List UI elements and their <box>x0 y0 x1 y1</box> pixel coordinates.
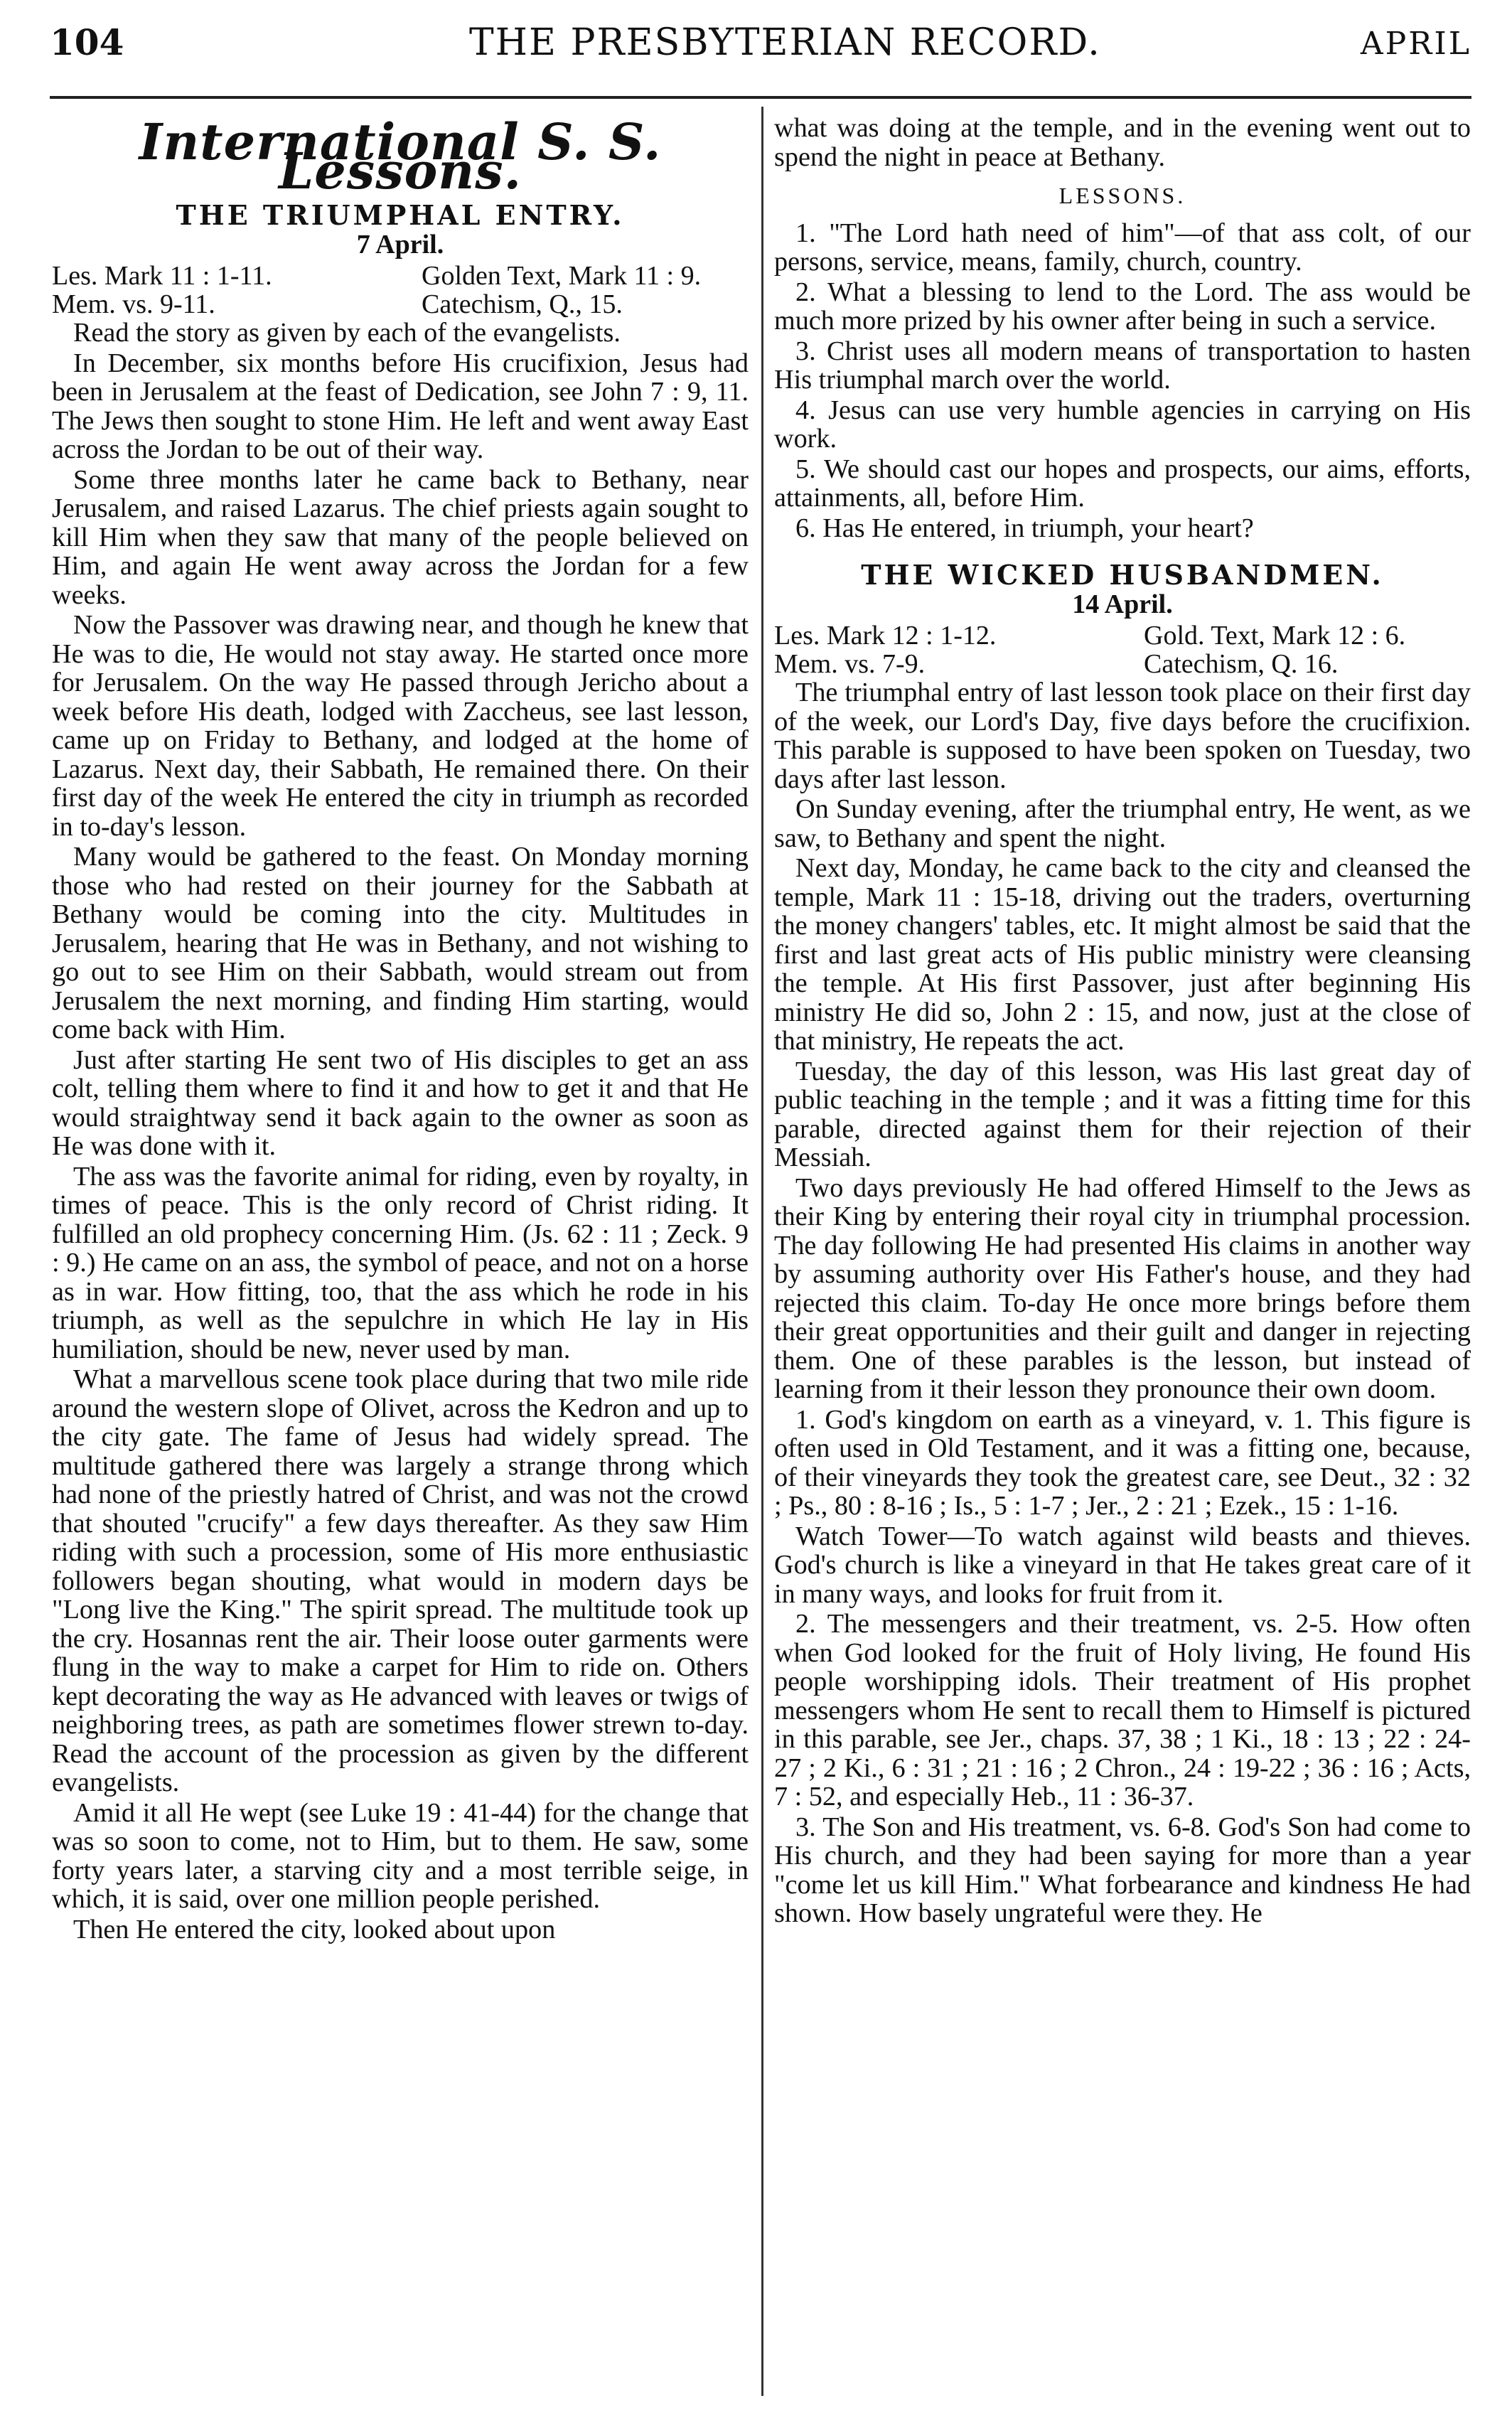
page-number: 104 <box>50 21 124 63</box>
paragraph: In December, six months before His crucifixion, Jesus had been in Jerusalem at the feast of Dedication, see John 7 : 9, 11. The Jews then sought to stone Him. He left and went away East across the Jordan to be out of their way. <box>52 348 749 464</box>
paragraph: Watch Tower—To watch against wild beasts and thieves. God's church is like a vineyard in that He takes great care of it in many ways, and looks for fruit from it. <box>774 1521 1471 1609</box>
paragraph: Read the story as given by each of the evangelists. <box>73 318 621 348</box>
lesson-point: 4. Jesus can use very humble agencies in carrying on His work. <box>774 395 1471 454</box>
lesson-point: 2. What a blessing to lend to the Lord. The ass would be much more prized by his owner after being in such a service. <box>774 277 1471 336</box>
paragraph: 3. The Son and His treatment, vs. 6-8. God's Son had come to His church, and they had been saying for more than a year "come let us kill Him." What forbearance and kindness He had shown. How basely ungrateful were they. He <box>774 1812 1471 1928</box>
paragraph: Now the Passover was drawing near, and though he knew that He was to die, He would not stay away. He started once more for Jerusalem. On the way He passed through Jericho about a week before His death, lodged with Zaccheus, see last lesson, came up on Friday to Bethany, and lodged at the home of Lazarus. Next day, their Sabbath, He remained there. On their first day of the week He entered the city in triumph as recorded in to-day's lesson. <box>52 610 749 842</box>
lesson-meta <box>774 621 1471 678</box>
lesson-date: 7 April. <box>356 229 444 260</box>
catechism: Catechism, Q. 16. <box>1144 649 1339 679</box>
paragraph: 2. The messengers and their treatment, vs. 2-5. How often when God looked for the fruit of Holy living, He found His people worshipping idols. Their treatment of His prophet messengers whom He sent to recall them to Himself is pictured in this parable, see Jer., chaps. 37, 38 ; 1 Ki., 18 : 13 ; 22 : 24-27 ; 2 Ki., 6 : 31 ; 21 : 16 ; 2 Chron., 24 : 19-22 ; 36 : 16 ; Acts, 7 : 52, and especially Heb., 11 : 36-37. <box>774 1609 1471 1812</box>
paragraph: Then He entered the city, looked about upon <box>73 1914 556 1944</box>
memory-verses: Mem. vs. 9-11. <box>52 289 215 319</box>
paragraph: 1. God's kingdom on earth as a vineyard, v. 1. This figure is often used in Old Testament, and it was a fitting one, because, of their vineyards they took the greatest care, see Deut., 32 : 32 ; Ps., 80 : 8-16 ; Is., 5 : 1-7 ; Jer., 2 : 21 ; Ezek., 15 : 1-16. <box>774 1404 1471 1521</box>
page-header <box>50 21 1471 78</box>
golden-text: Golden Text, Mark 11 : 9. <box>422 261 702 291</box>
paragraph: Just after starting He sent two of His disciples to get an ass colt, telling them where to find it and how to get it and that He would straightway send it back again to the owner as soon as He was done with it. <box>52 1044 749 1161</box>
lesson-point: 1. "The Lord hath need of him"—of that ass colt, of our persons, service, means, family, church, country. <box>774 218 1471 277</box>
lesson-point: 3. Christ uses all modern means of transportation to hasten His triumphal march over the world. <box>774 336 1471 395</box>
issue-month: APRIL <box>1360 26 1471 62</box>
paragraph: Tuesday, the day of this lesson, was His last great day of public teaching in the temple ; and it was a fitting time for this parable, directed against them for their rejection of their Messiah. <box>774 1056 1471 1172</box>
continuation-paragraph: what was doing at the temple, and in the evening went out to spend the night in peace at Bethany. <box>774 113 1471 172</box>
lesson-title: THE WICKED HUSBANDMEN. <box>861 559 1384 591</box>
lesson-meta <box>52 262 749 319</box>
journal-title: THE PRESBYTERIAN RECORD. <box>469 21 1101 64</box>
lesson-point: 5. We should cast our hopes and prospects, our aims, efforts, attainments, all, before Him. <box>774 454 1471 513</box>
lesson-title: THE TRIUMPHAL ENTRY. <box>176 199 625 231</box>
lesson-date: 14 April. <box>1072 589 1173 619</box>
paragraph: Two days previously He had offered Himself to the Jews as their King by entering their royal city in triumphal procession. The day following He had presented His claims in another way by assuming authority over His Father's house, and they had rejected this claim. To-day He once more brings before them their great opportunities and their guilt and danger in rejecting them. One of these parables is the lesson, but instead of learning from it their lesson they pronounce their own doom. <box>774 1172 1471 1404</box>
paragraph: On Sunday evening, after the triumphal entry, He went, as we saw, to Bethany and spent the night. <box>774 794 1471 853</box>
lesson-point: 6. Has He entered, in triumph, your heart? <box>795 513 1254 543</box>
paragraph: The triumphal entry of last lesson took place on their first day of the week, our Lord's Day, five days before the crucifixion. This parable is supposed to have been spoken on Tuesday, two days after last lesson. <box>774 678 1471 794</box>
paragraph: Next day, Monday, he came back to the city and cleansed the temple, Mark 11 : 15-18, driving out the traders, overturning the money changers' tables, etc. It might almost be said that the first and last great acts of His public ministry were cleansing the temple. At His first Passover, just after beginning His ministry He did so, John 2 : 15, and now, just at the close of that ministry, He repeats the act. <box>774 853 1471 1056</box>
lessons-heading: LESSONS. <box>1058 183 1186 208</box>
section-title: International S. S. Lessons. <box>139 112 662 200</box>
paragraph: Amid it all He wept (see Luke 19 : 41-44) for the change that was so soon to come, not to Him, but to them. He saw, some forty years later, a starving city and a most terrible seige, in which, it is said, over one million people perished. <box>52 1797 749 1914</box>
header-rule <box>50 96 1471 99</box>
lesson-reference: Les. Mark 12 : 1-12. <box>774 621 997 651</box>
left-column <box>52 114 749 1945</box>
paragraph: The ass was the favorite animal for riding, even by royalty, in times of peace. This is the only record of Christ riding. It fulfilled an old prophecy concerning Him. (Js. 62 : 11 ; Zeck. 9 : 9.) He came on an ass, the symbol of peace, and not on a horse as in war. How fitting, too, that the ass which he rode in his triumph, as well as the sepulchre in which He lay in His humiliation, should be new, never used by man. <box>52 1161 749 1364</box>
lesson-reference: Les. Mark 11 : 1-11. <box>52 261 272 291</box>
catechism: Catechism, Q., 15. <box>422 289 623 319</box>
paragraph: Some three months later he came back to Bethany, near Jerusalem, and raised Lazarus. The chief priests again sought to kill Him when they saw that many of the people believed on Him, and again He went away across the Jordan for a few weeks. <box>52 464 749 610</box>
paragraph: What a marvellous scene took place during that two mile ride around the western slope of Olivet, across the Kedron and up to the city gate. The fame of Jesus had widely spread. The multitude gathered there was largely a strange throng which had none of the priestly hatred of Christ, and was not the crowd that shouted "crucify" a few days thereafter. As they saw Him riding with such a procession, some of His more enthusiastic followers began shouting, what would in modern days be "Long live the King." The spirit spread. The multitude took up the cry. Hosannas rent the air. Their loose outer garments were flung in the way to make a carpet for Him to ride on. Others kept decorating the way as He advanced with leaves or twigs of neighboring trees, as path are sometimes flower strewn to-day. Read the account of the procession as given by the different evangelists. <box>52 1364 749 1797</box>
column-divider <box>761 107 763 2396</box>
right-column <box>774 114 1471 1930</box>
golden-text: Gold. Text, Mark 12 : 6. <box>1144 621 1406 651</box>
memory-verses: Mem. vs. 7-9. <box>774 649 926 679</box>
paragraph: Many would be gathered to the feast. On Monday morning those who had rested on their journey for the Sabbath at Bethany would be coming into the city. Multitudes in Jerusalem, hearing that He was in Bethany, and not wishing to go out to see Him on their Sabbath, would stream out from Jerusalem the next morning, and finding Him starting, would come back with Him. <box>52 842 749 1044</box>
